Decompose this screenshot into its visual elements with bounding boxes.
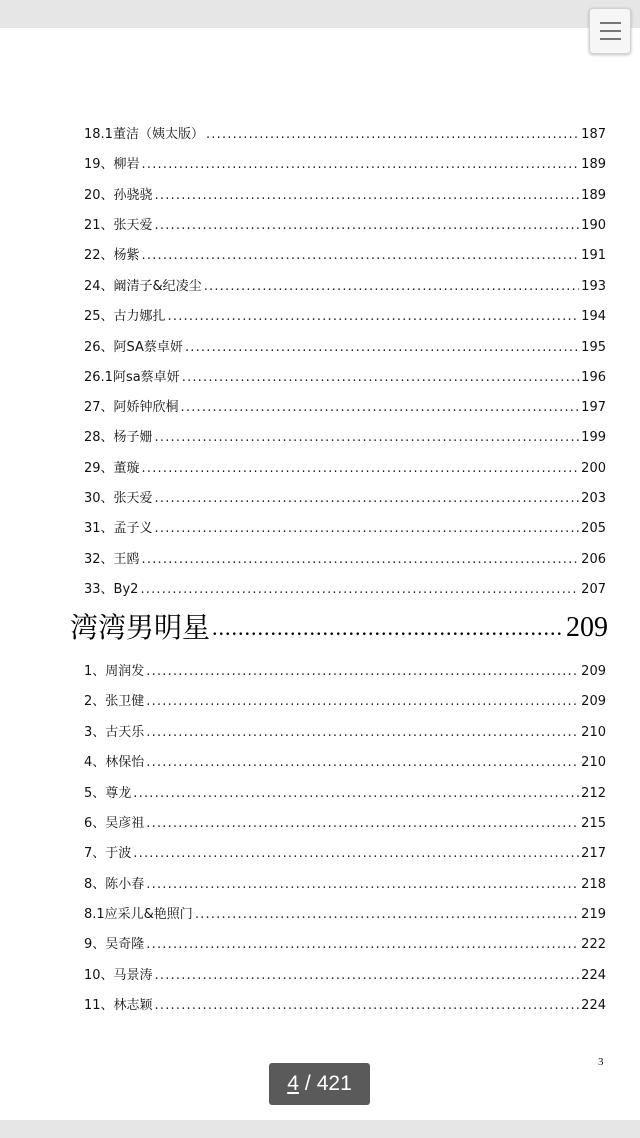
toc-entry-page: 194 [581, 309, 606, 324]
toc-entry-page: 199 [581, 430, 606, 445]
toc-entry-label: 25、古力娜扎 [84, 309, 166, 324]
toc-entry[interactable] [84, 659, 606, 681]
toc-entry-page: 224 [581, 998, 606, 1013]
toc-entry[interactable] [84, 547, 606, 569]
toc-entry-page: 191 [581, 248, 606, 263]
leader-dots [195, 906, 579, 924]
page-footer-number: 3 [598, 1056, 604, 1068]
leader-dots [204, 278, 579, 296]
toc-entry-page: 219 [581, 907, 606, 922]
toc-entry[interactable] [84, 932, 606, 954]
toc-entry-page: 197 [581, 400, 606, 415]
toc-entry-page: 212 [581, 786, 606, 801]
toc-entry-page: 224 [581, 968, 606, 983]
hamburger-menu-icon[interactable] [589, 8, 631, 54]
leader-dots [146, 876, 579, 894]
toc-entry[interactable] [84, 993, 606, 1015]
toc-entry-label: 31、孟子义 [84, 521, 153, 536]
toc-entry[interactable] [84, 304, 606, 326]
leader-dots [146, 815, 579, 833]
toc-entry-page: 189 [581, 188, 606, 203]
toc-entry-page: 222 [581, 937, 606, 952]
toc-entry[interactable] [84, 183, 606, 205]
toc-entry[interactable] [84, 872, 606, 894]
toc-entry-label: 21、张天爱 [84, 218, 153, 233]
leader-dots [181, 399, 580, 417]
toc-entry-page: 209 [581, 694, 606, 709]
toc-entry-label: 9、吴奇隆 [84, 937, 145, 952]
toc-entry-page: 195 [581, 340, 606, 355]
leader-dots [155, 490, 580, 508]
leader-dots [185, 339, 579, 357]
toc-entry-page: 210 [581, 725, 606, 740]
toc-entry-label: 2、张卫健 [84, 694, 145, 709]
toc-entry-label: 26、阿SA蔡卓妍 [84, 340, 183, 355]
toc-entry-label: 33、By2 [84, 582, 139, 597]
leader-dots [133, 845, 579, 863]
toc-entry[interactable] [84, 335, 606, 357]
leader-dots [140, 581, 579, 599]
toc-entry-label: 30、张天爱 [84, 491, 153, 506]
toc-entry[interactable] [84, 243, 606, 265]
toc-entry[interactable] [84, 577, 606, 599]
leader-dots [133, 785, 579, 803]
toc-entry[interactable] [84, 274, 606, 296]
toc-entry-label: 27、阿娇钟欣桐 [84, 400, 179, 415]
toc-entry-page: 215 [581, 816, 606, 831]
toc-entry-page: 218 [581, 877, 606, 892]
toc-entry-page: 209 [581, 664, 606, 679]
leader-dots [146, 724, 579, 742]
toc-entry-label: 6、吴彦祖 [84, 816, 145, 831]
toc-entry-label: 4、林保怡 [84, 755, 145, 770]
leader-dots [142, 551, 580, 569]
toc-entry-page: 203 [581, 491, 606, 506]
toc-entry-label: 26.1阿sa蔡卓妍 [84, 370, 180, 385]
toc-entry-page: 205 [581, 521, 606, 536]
toc-entry-label: 3、古天乐 [84, 725, 145, 740]
section-heading-label: 湾湾男明星 [70, 611, 211, 644]
toc-entry-label: 20、孙骁骁 [84, 188, 153, 203]
toc-entry-label: 11、林志颖 [84, 998, 153, 1013]
toc-entry[interactable] [84, 841, 606, 863]
section-heading-page: 209 [566, 612, 608, 643]
toc-entry-label: 10、马景涛 [84, 968, 153, 983]
toc-entry-label: 5、尊龙 [84, 786, 132, 801]
toc-entry-label: 28、杨子姗 [84, 430, 153, 445]
toc-entry-label: 32、王鸥 [84, 552, 140, 567]
menu-bar [600, 22, 621, 24]
toc-entry-label: 29、董璇 [84, 461, 140, 476]
toc-entry[interactable] [84, 456, 606, 478]
total-pages: 421 [316, 1072, 352, 1095]
toc-entry[interactable] [84, 516, 606, 538]
toc-entry[interactable] [84, 395, 606, 417]
leader-dots [155, 429, 580, 447]
page-indicator[interactable] [269, 1063, 370, 1105]
leader-dots [155, 217, 580, 235]
leader-dots [146, 754, 579, 772]
toc-entry-page: 207 [581, 582, 606, 597]
toc-entry-label: 1、周润发 [84, 664, 145, 679]
toc-entry-label: 19、柳岩 [84, 157, 140, 172]
toc-entry-label: 8.1应采儿&艳照门 [84, 907, 193, 922]
page-separator: / [304, 1072, 311, 1095]
toc-entry-page: 187 [581, 127, 606, 142]
leader-dots [142, 460, 580, 478]
toc-entry-label: 8、陈小春 [84, 877, 145, 892]
leader-dots [155, 997, 580, 1015]
toc-entry-page: 196 [581, 370, 606, 385]
toc-entry-label: 7、于波 [84, 846, 132, 861]
toc-entry-page: 190 [581, 218, 606, 233]
menu-bar [600, 38, 621, 40]
toc-entry[interactable] [84, 902, 606, 924]
menu-bar [600, 30, 621, 32]
toc-entry[interactable] [84, 811, 606, 833]
toc-entry-page: 217 [581, 846, 606, 861]
toc-entry[interactable] [84, 122, 606, 144]
leader-dots [155, 967, 580, 985]
leader-dots [142, 156, 580, 174]
toc-entry[interactable] [84, 486, 606, 508]
toc-entry[interactable] [84, 213, 606, 235]
toc-entry[interactable] [84, 689, 606, 711]
toc-entry-label: 22、杨紫 [84, 248, 140, 263]
document-page [0, 28, 640, 1120]
leader-dots [155, 520, 580, 538]
toc-entry[interactable] [84, 781, 606, 803]
leader-dots [206, 126, 579, 144]
current-page[interactable]: 4 [287, 1072, 299, 1095]
leader-dots [142, 247, 580, 265]
leader-dots [146, 663, 579, 681]
toc-entry-page: 210 [581, 755, 606, 770]
toc-entry[interactable] [84, 152, 606, 174]
toc-entry[interactable] [84, 720, 606, 742]
toc-entry[interactable] [84, 963, 606, 985]
toc-entry-page: 193 [581, 279, 606, 294]
leader-dots [155, 187, 580, 205]
leader-dots [212, 610, 564, 646]
toc-entry-label: 18.1董洁（姨太版） [84, 127, 204, 142]
leader-dots [146, 936, 579, 954]
toc-entry[interactable] [84, 425, 606, 447]
toc-entry-page: 206 [581, 552, 606, 567]
toc-entry-page: 200 [581, 461, 606, 476]
leader-dots [146, 693, 579, 711]
toc-section-heading[interactable] [70, 606, 608, 646]
leader-dots [182, 369, 579, 387]
toc-entry-page: 189 [581, 157, 606, 172]
toc-entry[interactable] [84, 365, 606, 387]
leader-dots [168, 308, 580, 326]
toc-entry[interactable] [84, 750, 606, 772]
toc-entry-label: 24、阚清子&纪凌尘 [84, 279, 202, 294]
